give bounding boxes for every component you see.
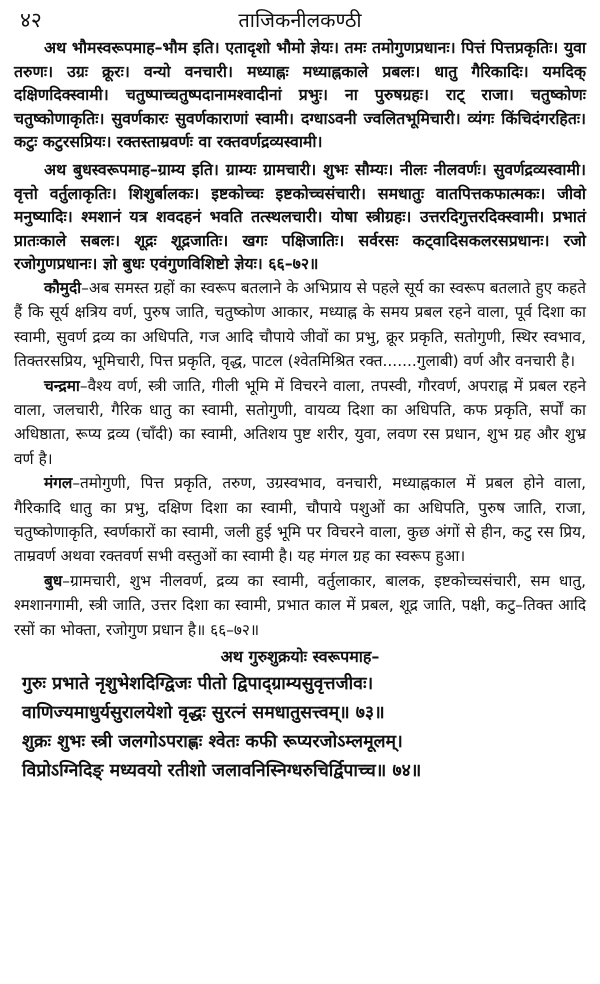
- mars-hindi-lead: मंगल: [44, 474, 73, 493]
- verse-line: शुक्रः शुभः स्त्री जलगोऽपराह्णः श्वेतः कफी रूप्यरजोऽम्लमूलम्।: [22, 732, 403, 753]
- verse-line: वाणिज्यमाधुर्यसुरालयेशो वृद्धः सुरत्नं समधातुसत्त्वम्॥ ७३॥: [22, 703, 385, 724]
- verse-heading: अथ गुरुशुक्रयोः स्वरूपमाह–: [220, 647, 380, 667]
- moon-description: [14, 374, 586, 472]
- mars-hindi-text: –तमोगुणी, पित्त प्रकृति, तरुण, उग्रस्वभाव, वनचारी, मध्याह्नकाल में प्रबल होने वाला, गैरिकादि धातु का प्रभु, दक्षिण दिशा का स्वामी, चौपाये पशुओं का अधिपति, पुरुष जाति, राजा, चतुष्कोणाकृति, स्वर्णकारों का स्वामी, जली हुई भूमि पर विचरने वाला, कुछ अंगों से हीन, कटु रस प्रिय, ताम्रवर्ण अथवा रक्तवर्ण सभी वस्तुओं का स्वामी है। यह मंगल ग्रह का स्वरूप हुआ।: [14, 474, 586, 566]
- mars-sanskrit-text: भौम इति। एतादृशो भौमो ज्ञेयः। तमः तमोगुणप्रधानः। पित्तं पित्तप्रकृतिः। युवा तरुणः। उग्रः क्रूरः। वन्यो वनचारी। मध्याह्नः मध्याह्नकाले प्रबलः। धातु गैरिकादिः। यमदिक् दक्षिणदिक्स्वामी। चतुष्पाच्चतुष्पदानामश्वादीनां प्रभुः। ना पुरुषग्रहः। राट् राजा। चतुष्कोणः चतुष्कोणाकृतिः। सुवर्णकारः सुवर्णकाराणां स्वामी। दग्धाऽवनी ज्वलितभूमिचारी। व्यंगः किंचिदंगरहितः। कटुः कटुरसप्रियः। रक्तस्ताम्रवर्णः वा रक्तवर्णद्रव्यस्वामी।: [14, 38, 586, 152]
- verse-line: गुरुः प्रभाते नृशुभेशदिग्द्विजः पीतो द्विपाद्ग्राम्यसुवृत्तजीवः।: [22, 674, 374, 695]
- mars-sanskrit-commentary: [14, 36, 586, 154]
- page-header: [14, 6, 586, 32]
- running-head: ताजिकनीलकण्ठी: [238, 8, 362, 32]
- moon-text: –वैश्य वर्ण, स्त्री जाति, गीली भूमि में विचरने वाला, तपस्वी, गौरवर्ण, अपराह्न में प्रबल रहने वाला, जलचारी, गैरिक धातु का स्वामी, सतोगुणी, वायव्य दिशा का अधिपति, कफ प्रकृति, सर्पों का अधिष्ठाता, रूप्य द्रव्य (चाँदी) का स्वामी, अतिशय पुष्ट शरीर, युवा, लवण रस प्रधान, शुभ ग्रह और शुभ्र वर्ण है।: [14, 376, 586, 468]
- moon-lead: चन्द्रमा: [44, 376, 80, 395]
- verse-block: [22, 670, 586, 786]
- kaumudi-commentary: [14, 276, 586, 374]
- mercury-sanskrit-lead: अथ बुधस्वरूपमाह–: [44, 159, 158, 179]
- mercury-hindi-text: –ग्रामचारी, शुभ नीलवर्ण, द्रव्य का स्वामी, वर्तुलाकार, बालक, इष्टकोच्चसंचारी, सम धातु, श्मशानगामी, स्त्री जाति, उत्तर दिशा का स्वामी, प्रभात काल में प्रबल, शूद्र जाति, पक्षी, कटु–तिक्त आदि रसों का भोक्ता, रजोगुण प्रधान है॥ ६६–७२॥: [14, 571, 586, 639]
- mercury-sanskrit-text: ग्राम्य इति। ग्राम्यः ग्रामचारी। शुभः सौम्यः। नीलः नीलवर्णः। सुवर्णद्रव्यस्वामी। वृत्तो वर्तुलाकृतिः। शिशुर्बालकः। इष्टकोच्चः इष्टकोच्चसंचारी। समधातुः वातपित्तकफात्मकः। जीवो मनुष्यादिः। श्मशानं यत्र शवदहनं भवति तत्स्थलचारी। योषा स्त्रीग्रहः। उत्तरदिगुत्तरदिक्स्वामी। प्रभातं प्रातःकाले सबलः। शूद्रः शूद्रजातिः। खगः पक्षिजातिः। सर्वरसः कट्वादिसकलरसप्रधानः। रजो रजोगुणप्रधानः। ज्ञो बुधः एवंगुणविशिष्टो ज्ञेयः। ६६–७२॥: [14, 159, 586, 274]
- mercury-sanskrit-commentary: [14, 158, 586, 276]
- kaumudi-lead: कौमुदी: [44, 278, 82, 297]
- kaumudi-text: –अब समस्त ग्रहों का स्वरूप बतलाने के अभिप्राय से पहले सूर्य का स्वरूप बतलाते हुए कहते हैं कि सूर्य क्षत्रिय वर्ण, पुरुष जाति, चतुष्कोण आकार, मध्याह्न के समय प्रबल रहने वाला, पूर्व दिशा का स्वामी, सुवर्ण द्रव्य का अधिपति, गज आदि चौपाये जीवों का प्रभु, क्रूर प्रकृति, सतोगुणी, स्थिर स्वभाव, तिक्तरसप्रिय, भूमिचारी, पित्त प्रकृति, वृद्ध, पाटल (श्वेतमिश्रित रक्त.......गुलाबी) वर्ण और वनचारी है।: [14, 278, 586, 371]
- mercury-hindi-lead: बुध: [44, 571, 63, 590]
- mars-sanskrit-lead: अथ भौमस्वरूपमाह–: [44, 38, 163, 57]
- page-number: ४२: [20, 8, 42, 32]
- mercury-hindi-description: [14, 569, 586, 642]
- verse-line: विप्रोऽग्निदिङ् मध्यवयो रतीशो जलावनिस्निग्धरुचिर्द्विपाच्च॥ ७४॥: [22, 761, 422, 782]
- mars-hindi-description: [14, 471, 586, 569]
